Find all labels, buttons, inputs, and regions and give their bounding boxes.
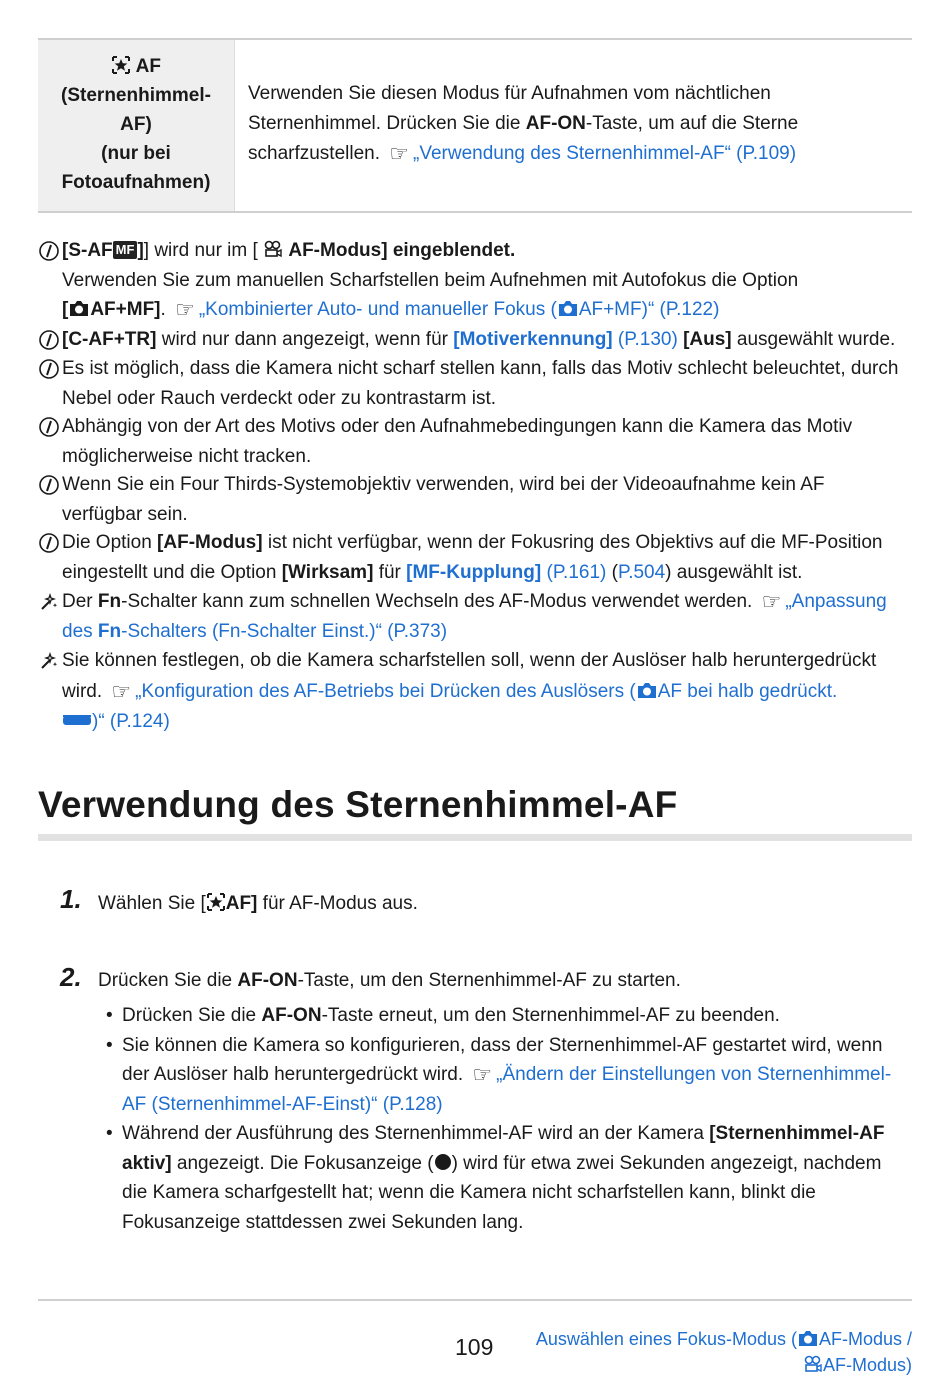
link-kombinierter-fokus[interactable]: „Kombinierter Auto- und manueller Fokus ( AF+MF)“ (P.122) (198, 299, 720, 320)
link-sternenhimmel-einst[interactable]: „Ändern der Einstellungen von Sternenhimmel-AF (Sternenhimmel-AF-Einst)“ (P.128) (122, 1064, 892, 1115)
list-item: • Während der Ausführung des Sternenhimmel-AF wird an der Kamera [Sternenhimmel-AF aktiv] angezeigt. Die Fokusanzeige ( ) wird für etwa zwei Sekunden angezeigt, nachdem die Kamera scharfgestellt hat; wenn die Kamera nicht scharfstellen kann, blinkt die Fokusanzeige stattdessen zwei Sekunden lang. (104, 1119, 894, 1237)
star-af-icon (206, 893, 226, 914)
tip-icon (38, 591, 60, 613)
step-number: 1. (60, 884, 82, 914)
reference-hand-icon: ☞ (761, 589, 782, 614)
page-number: 109 (455, 1334, 494, 1360)
note-icon (38, 358, 60, 380)
step-text: Wählen Sie [ AF] für AF-Modus aus. (98, 893, 418, 914)
link-fn-schalter[interactable]: „Anpassung des Fn-Schalters (Fn-Schalter Einst.)“ (P.373) (62, 591, 887, 642)
reference-hand-icon: ☞ (175, 297, 195, 322)
tip-icon (38, 650, 60, 672)
table-bottom-rule (38, 211, 912, 213)
mode-note: (nur bei Fotoaufnahmen) (61, 143, 211, 193)
note-item: [S-AF MF ]] wird nur im [ AF-Modus] eingeblendet. Verwenden Sie zum manuellen Scharfstellen beim Aufnehmen mit Autofokus die Option [ AF+MF]. ☞ „Kombinierter Auto- und manueller Fokus ( AF+MF)“ (P.122) (38, 236, 908, 325)
reference-hand-icon: ☞ (111, 678, 132, 704)
camera-icon (68, 299, 90, 320)
star-af-icon (111, 56, 136, 77)
camera-icon (636, 681, 658, 699)
camera-icon (797, 1329, 819, 1347)
note-icon (38, 329, 60, 351)
reference-hand-icon: ☞ (389, 141, 410, 166)
reference-hand-icon: ☞ (472, 1062, 493, 1087)
movie-icon (258, 240, 289, 261)
note-item: [C-AF+TR] wird nur dann angezeigt, wenn für [Motiverkennung] (P.130) [Aus] ausgewählt wurde. (38, 325, 908, 355)
heading-rule (38, 834, 912, 841)
camera-icon (557, 299, 579, 317)
link-p504[interactable]: P.504 (617, 561, 666, 583)
section-heading: Verwendung des Sternenhimmel-AF (38, 784, 678, 825)
step-number: 2. (60, 962, 82, 992)
shutter-half-press-icon (62, 713, 92, 727)
mode-name: (Sternenhimmel-AF) (61, 85, 211, 135)
note-icon (38, 532, 60, 554)
tip-item: Sie können festlegen, ob die Kamera scharfstellen soll, wenn der Auslöser halb heruntergedrückt wird. ☞ „Konfiguration des AF-Betriebs bei Drücken des Auslösers ( AF bei halb gedrückt. )“ (P.124) (38, 646, 908, 738)
note-icon (38, 240, 60, 262)
footer-chapter-link[interactable]: Auswählen eines Fokus-Modus ( AF-Modus / AF-Modus) (535, 1329, 912, 1375)
table-mode-label: AF (Sternenhimmel-AF) (nur bei Fotoaufnahmen) (38, 52, 234, 197)
tip-item: Der Fn-Schalter kann zum schnellen Wechseln des AF-Modus verwendet werden. ☞ „Anpassung des Fn-Schalters (Fn-Schalter Einst.)“ (P.373) (38, 587, 908, 646)
note-item: Die Option [AF-Modus] ist nicht verfügbar, wenn der Fokusring des Objektivs auf die MF-Position eingestellt und die Option [Wirksam] für [MF-Kupplung] (P.161) (P.504) ausgewählt ist. (38, 528, 908, 587)
link-motiverkennung[interactable]: [Motiverkennung] (453, 329, 613, 350)
link-mf-kupplung[interactable]: [MF-Kupplung] (406, 561, 542, 583)
movie-icon (803, 1355, 823, 1373)
note-icon (38, 416, 60, 438)
link-af-betrieb[interactable]: „Konfiguration des AF-Betriebs bei Drücken des Auslösers ( AF bei halb gedrückt. )“ (P.124) (62, 681, 837, 733)
note-item: Wenn Sie ein Four Thirds-Systemobjektiv verwenden, wird bei der Videoaufnahme kein AF verfügbar sein. (38, 470, 908, 529)
note-icon (38, 474, 60, 496)
note-item: Es ist möglich, dass die Kamera nicht scharf stellen kann, falls das Motiv schlecht beleuchtet, durch Nebel oder Rauch verdeckt oder zu kontrastarm ist. (38, 354, 908, 413)
step-bullets (104, 1001, 894, 1237)
table-description: Verwenden Sie diesen Modus für Aufnahmen vom nächtlichen Sternenhimmel. Drücken Sie die AF-ON-Taste, um auf die Sterne scharfzustellen. ☞ „Verwendung des Sternenhimmel-AF“ (P.109) (248, 79, 898, 169)
mf-badge: MF (113, 241, 138, 259)
footer-rule (38, 1299, 912, 1301)
note-item: Abhängig von der Art des Motivs oder den Aufnahmebedingungen kann die Kamera das Motiv möglicherweise nicht tracken. (38, 412, 908, 471)
list-item: • Drücken Sie die AF-ON-Taste erneut, um den Sternenhimmel-AF zu beenden. (104, 1001, 894, 1031)
step-text: Drücken Sie die AF-ON-Taste, um den Sternenhimmel-AF zu starten. (98, 970, 681, 991)
focus-indicator-icon (434, 1153, 452, 1174)
list-item: • Sie können die Kamera so konfigurieren, dass der Sternenhimmel-AF gestartet wird, wenn der Auslöser halb heruntergedrückt wird. ☞ „Ändern der Einstellungen von Sternenhimmel-AF (Sternenhimmel-AF-Einst)“ (P.128) (104, 1031, 894, 1120)
link-sternenhimmel-af[interactable]: „Verwendung des Sternenhimmel-AF“ (P.109) (413, 143, 797, 164)
